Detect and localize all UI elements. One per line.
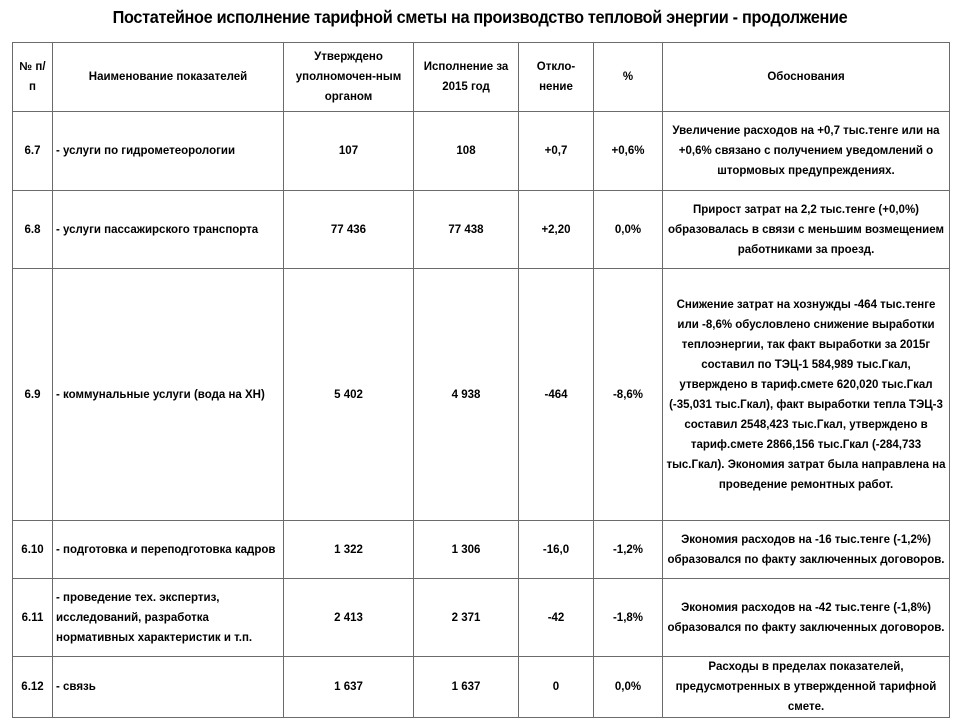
row-name: - услуги пассажирского транспорта <box>53 191 284 269</box>
row-number: 6.12 <box>13 657 53 718</box>
row-percent: +0,6% <box>594 112 663 191</box>
row-name: - услуги по гидрометеорологии <box>53 112 284 191</box>
row-approved: 5 402 <box>284 269 414 521</box>
row-approved: 1 322 <box>284 521 414 579</box>
header-justification: Обоснования <box>663 43 950 112</box>
header-percent: % <box>594 43 663 112</box>
table-row <box>13 579 950 657</box>
row-number: 6.10 <box>13 521 53 579</box>
row-actual: 77 438 <box>414 191 519 269</box>
row-name: - подготовка и переподготовка кадров <box>53 521 284 579</box>
row-name: - связь <box>53 657 284 718</box>
row-actual: 4 938 <box>414 269 519 521</box>
row-justification: Прирост затрат на 2,2 тыс.тенге (+0,0%) образовалась в связи с меньшим возмещением работниками за проезд. <box>663 191 950 269</box>
row-percent: -1,8% <box>594 579 663 657</box>
row-deviation: 0 <box>519 657 594 718</box>
row-number: 6.7 <box>13 112 53 191</box>
row-number: 6.8 <box>13 191 53 269</box>
row-number: 6.11 <box>13 579 53 657</box>
row-deviation: -16,0 <box>519 521 594 579</box>
row-justification: Экономия расходов на -16 тыс.тенге (-1,2%) образовался по факту заключенных договоров. <box>663 521 950 579</box>
row-number: 6.9 <box>13 269 53 521</box>
row-percent: 0,0% <box>594 191 663 269</box>
table-row <box>13 191 950 269</box>
tariff-estimate-table <box>12 42 950 718</box>
header-actual: Исполнение за 2015 год <box>414 43 519 112</box>
row-name: - проведение тех. экспертиз, исследований, разработка нормативных характеристик и т.п. <box>53 579 284 657</box>
row-name: - коммунальные услуги (вода на ХН) <box>53 269 284 521</box>
row-approved: 1 637 <box>284 657 414 718</box>
row-justification: Расходы в пределах показателей, предусмотренных в утвержденной тарифной смете. <box>663 657 950 718</box>
row-percent: -8,6% <box>594 269 663 521</box>
row-actual: 2 371 <box>414 579 519 657</box>
header-deviation: Откло-нение <box>519 43 594 112</box>
row-percent: -1,2% <box>594 521 663 579</box>
table-row <box>13 657 950 718</box>
table-row <box>13 269 950 521</box>
row-actual: 1 306 <box>414 521 519 579</box>
row-deviation: +0,7 <box>519 112 594 191</box>
page-title: Постатейное исполнение тарифной сметы на производство тепловой энергии - продолжение <box>112 7 848 27</box>
header-approved: Утверждено уполномочен-ным органом <box>284 43 414 112</box>
row-percent: 0,0% <box>594 657 663 718</box>
table-row <box>13 112 950 191</box>
row-deviation: +2,20 <box>519 191 594 269</box>
row-approved: 2 413 <box>284 579 414 657</box>
row-justification: Экономия расходов на -42 тыс.тенге (-1,8%) образовался по факту заключенных договоров. <box>663 579 950 657</box>
header-name: Наименование показателей <box>53 43 284 112</box>
row-approved: 107 <box>284 112 414 191</box>
row-justification: Увеличение расходов на +0,7 тыс.тенге или на +0,6% связано с получением уведомлений о штормовых предупреждениях. <box>663 112 950 191</box>
header-row <box>13 43 950 112</box>
row-deviation: -464 <box>519 269 594 521</box>
row-actual: 108 <box>414 112 519 191</box>
row-justification: Снижение затрат на хознужды -464 тыс.тенге или -8,6% обусловлено снижение выработки теплоэнергии, так факт выработки за 2015г составил по ТЭЦ-1 584,989 тыс.Гкал, утверждено в тариф.смете 620,020 тыс.Гкал (-35,031 тыс.Гкал), факт выработки тепла ТЭЦ-3 составил 2548,423 тыс.Гкал, утверждено в тариф.смете 2866,156 тыс.Гкал (-284,733 тыс.Гкал). Экономия затрат была направлена на проведение ремонтных работ. <box>663 269 950 521</box>
row-deviation: -42 <box>519 579 594 657</box>
table-row <box>13 521 950 579</box>
row-actual: 1 637 <box>414 657 519 718</box>
header-num: № п/п <box>13 43 53 112</box>
row-approved: 77 436 <box>284 191 414 269</box>
